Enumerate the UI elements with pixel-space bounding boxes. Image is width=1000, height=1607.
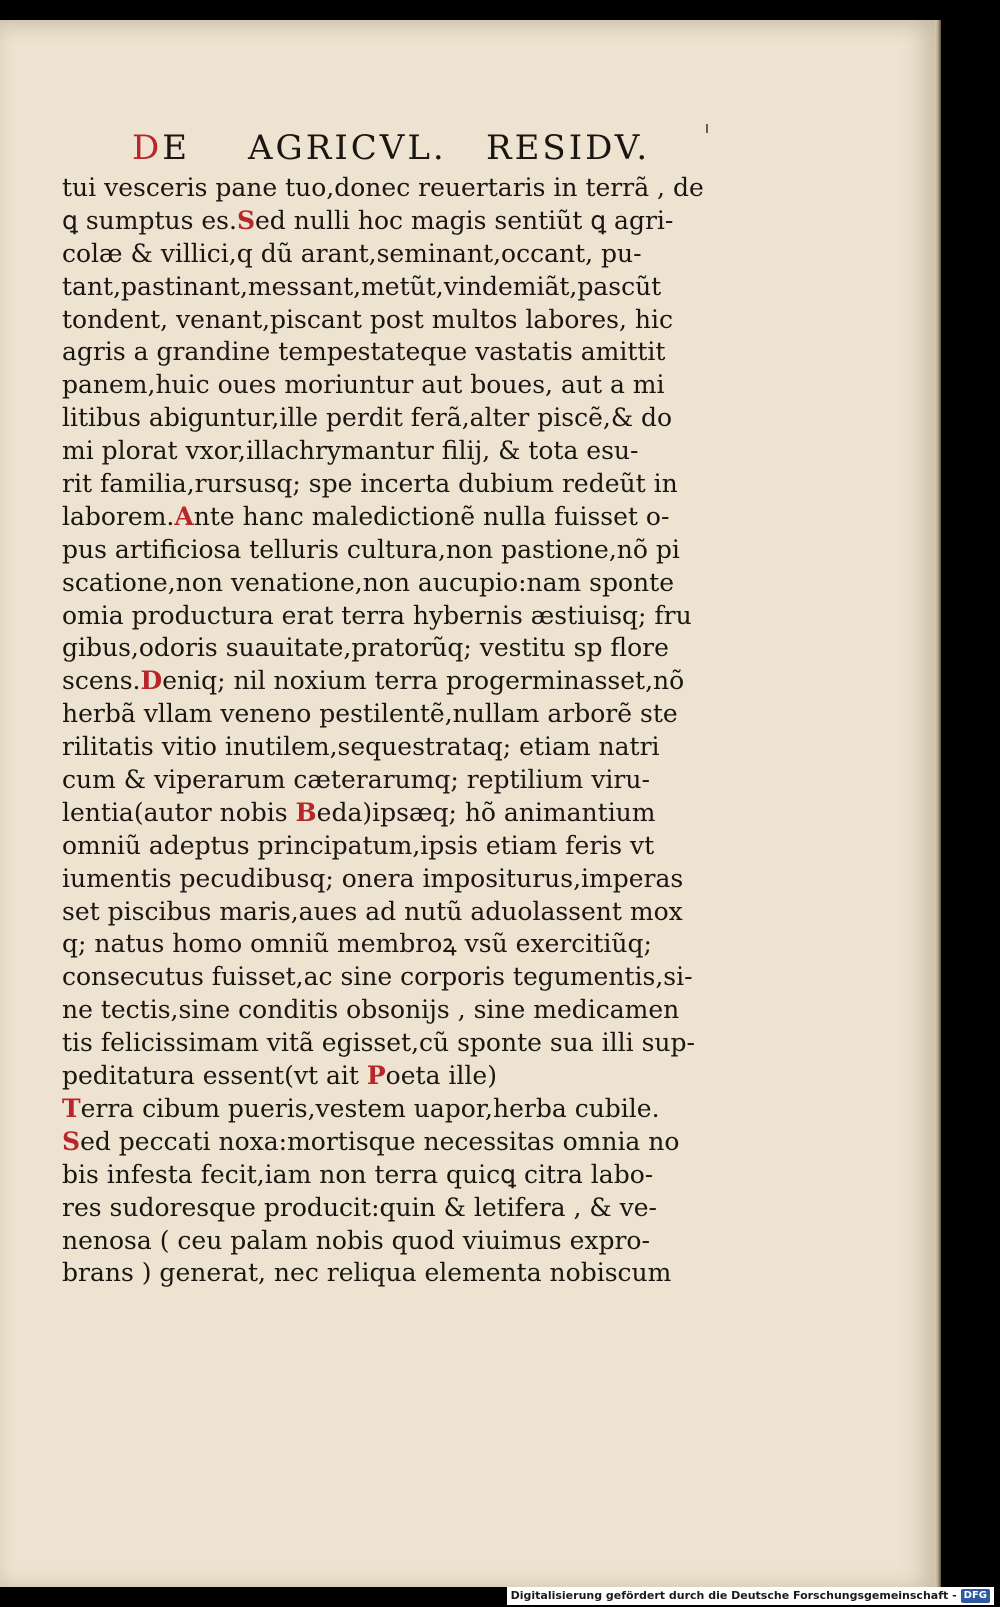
text-segment: nte hanc maledictionẽ nulla fuisset o- (193, 501, 670, 531)
text-line (62, 928, 762, 961)
header-title-1 (132, 128, 190, 168)
text-line (62, 764, 762, 797)
text-line (62, 665, 762, 698)
text-line (62, 698, 762, 731)
text-line (62, 863, 762, 896)
text-segment: colæ & villici,q dũ arant,seminant,occant, pu- (62, 238, 642, 268)
text-line (62, 600, 762, 633)
text-line (62, 501, 762, 534)
text-segment: eda)ipsæq; hõ animantium (316, 797, 656, 827)
text-line (62, 402, 762, 435)
text-segment: ed nulli hoc magis sentiũt ꝗ agri- (255, 205, 674, 235)
text-segment: iumentis pecudibusq; onera impositurus,imperas (62, 863, 684, 893)
text-segment: bis infesta fecit,iam non terra quicꝗ citra labo- (62, 1159, 654, 1189)
text-segment: omniũ adeptus principatum,ipsis etiam feris vt (62, 830, 655, 860)
rubric-initial: A (174, 501, 194, 531)
text-segment: tant,pastinant,messant,metũt,vindemiãt,pascũt (62, 271, 662, 301)
text-segment: res sudoresque producit:quin & letifera , & ve- (62, 1192, 657, 1222)
text-segment: rilitatis vitio inutilem,sequestrataq; etiam natri (62, 732, 660, 762)
rubric-initial: S (62, 1126, 81, 1156)
text-segment: rit familia,rursusq; spe incerta dubium redeũt in (62, 469, 678, 499)
text-segment: omia productura erat terra hybernis æstiuisq; fru (62, 600, 692, 630)
text-segment: tui vesceris pane tuo,donec reuertaris in terrã , de (62, 173, 704, 202)
text-line (62, 830, 762, 863)
rubric-initial: T (62, 1093, 81, 1123)
text-segment: consecutus fuisset,ac sine corporis tegumentis,si- (62, 962, 693, 992)
text-line (62, 1126, 762, 1159)
dfg-logo: DFG (961, 1589, 990, 1603)
text-segment: oeta ille) (385, 1061, 497, 1091)
text-segment: ne tectis,sine conditis obsonijs , sine medicamen (62, 995, 680, 1025)
text-segment: set piscibus maris,aues ad nutũ aduolassent mox (62, 896, 683, 926)
text-segment: tondent, venant,piscant post multos labores, hic (62, 304, 673, 334)
text-segment: mi plorat vxor,illachrymantur filij, & tota esu- (62, 436, 639, 466)
credit-text: Digitalisierung gefördert durch die Deutsche Forschungsgemeinschaft - (510, 1589, 957, 1602)
text-line (62, 994, 762, 1027)
text-line (62, 172, 762, 205)
text-segment: q; natus homo omniũ membroꝝ vsũ exercitiũq; (62, 929, 652, 959)
text-line (62, 1257, 762, 1290)
text-segment: ed peccati noxa:mortisque necessitas omnia no (80, 1126, 680, 1156)
text-line (62, 271, 762, 304)
header-rubric-initial: D (132, 128, 163, 168)
text-segment: erra cibum pueris,vestem uapor,herba cubile. (80, 1093, 660, 1123)
header-title-3: RESIDV. (486, 128, 651, 168)
text-line (62, 435, 762, 468)
text-line (62, 1027, 762, 1060)
text-line (62, 238, 762, 271)
text-segment: scens. (62, 666, 141, 696)
stray-ink-mark (706, 124, 708, 133)
text-line (62, 304, 762, 337)
page-edge (935, 20, 941, 1587)
text-line (62, 534, 762, 567)
text-segment: agris a grandine tempestateque vastatis amittit (62, 337, 666, 367)
text-segment: eniq; nil noxium terra progerminasset,nõ (162, 666, 685, 696)
body-text (62, 172, 762, 1290)
text-line (62, 1093, 762, 1126)
text-line (62, 632, 762, 665)
text-line (62, 369, 762, 402)
text-segment: tis felicissimam vitã egisset,cũ sponte sua illi sup- (62, 1028, 695, 1058)
running-header (132, 128, 752, 168)
text-segment: pus artificiosa telluris cultura,non pastione,nõ pi (62, 534, 680, 564)
text-line (62, 1060, 762, 1093)
text-segment: laborem. (62, 501, 175, 531)
text-segment: herbã vllam veneno pestilentẽ,nullam arborẽ ste (62, 699, 678, 729)
text-line (62, 1159, 762, 1192)
header-title-2: AGRICVL. (248, 128, 447, 168)
text-segment: gibus,odoris suauitate,pratorũq; vestitu sp flore (62, 633, 669, 663)
rubric-initial: D (140, 666, 163, 696)
text-line (62, 1225, 762, 1258)
text-segment: peditatura essent(vt ait (62, 1061, 367, 1091)
text-line (62, 1192, 762, 1225)
text-segment: litibus abiguntur,ille perdit ferã,alter piscẽ,& do (62, 403, 673, 433)
text-line (62, 797, 762, 830)
text-line (62, 896, 762, 929)
digitization-credit (507, 1587, 994, 1605)
text-segment: scatione,non venatione,non aucupio:nam sponte (62, 567, 674, 597)
header-title-1-rest: E (162, 128, 191, 168)
text-line (62, 468, 762, 501)
text-line (62, 205, 762, 238)
rubric-initial: S (236, 205, 256, 235)
text-line (62, 731, 762, 764)
text-segment: nenosa ( ceu palam nobis quod viuimus expro- (62, 1225, 650, 1255)
text-segment: panem,huic oues moriuntur aut boues, aut a mi (62, 370, 665, 400)
text-line (62, 567, 762, 600)
rubric-initial: B (295, 797, 317, 827)
text-line (62, 961, 762, 994)
text-segment: ꝗ sumptus es. (62, 205, 237, 235)
text-segment: cum & viperarum cæterarumq; reptilium viru- (62, 765, 650, 795)
text-line (62, 336, 762, 369)
text-segment: lentia(autor nobis (62, 797, 296, 827)
rubric-initial: P (366, 1061, 386, 1091)
text-segment: brans ) generat, nec reliqua elementa nobiscum (62, 1258, 672, 1288)
